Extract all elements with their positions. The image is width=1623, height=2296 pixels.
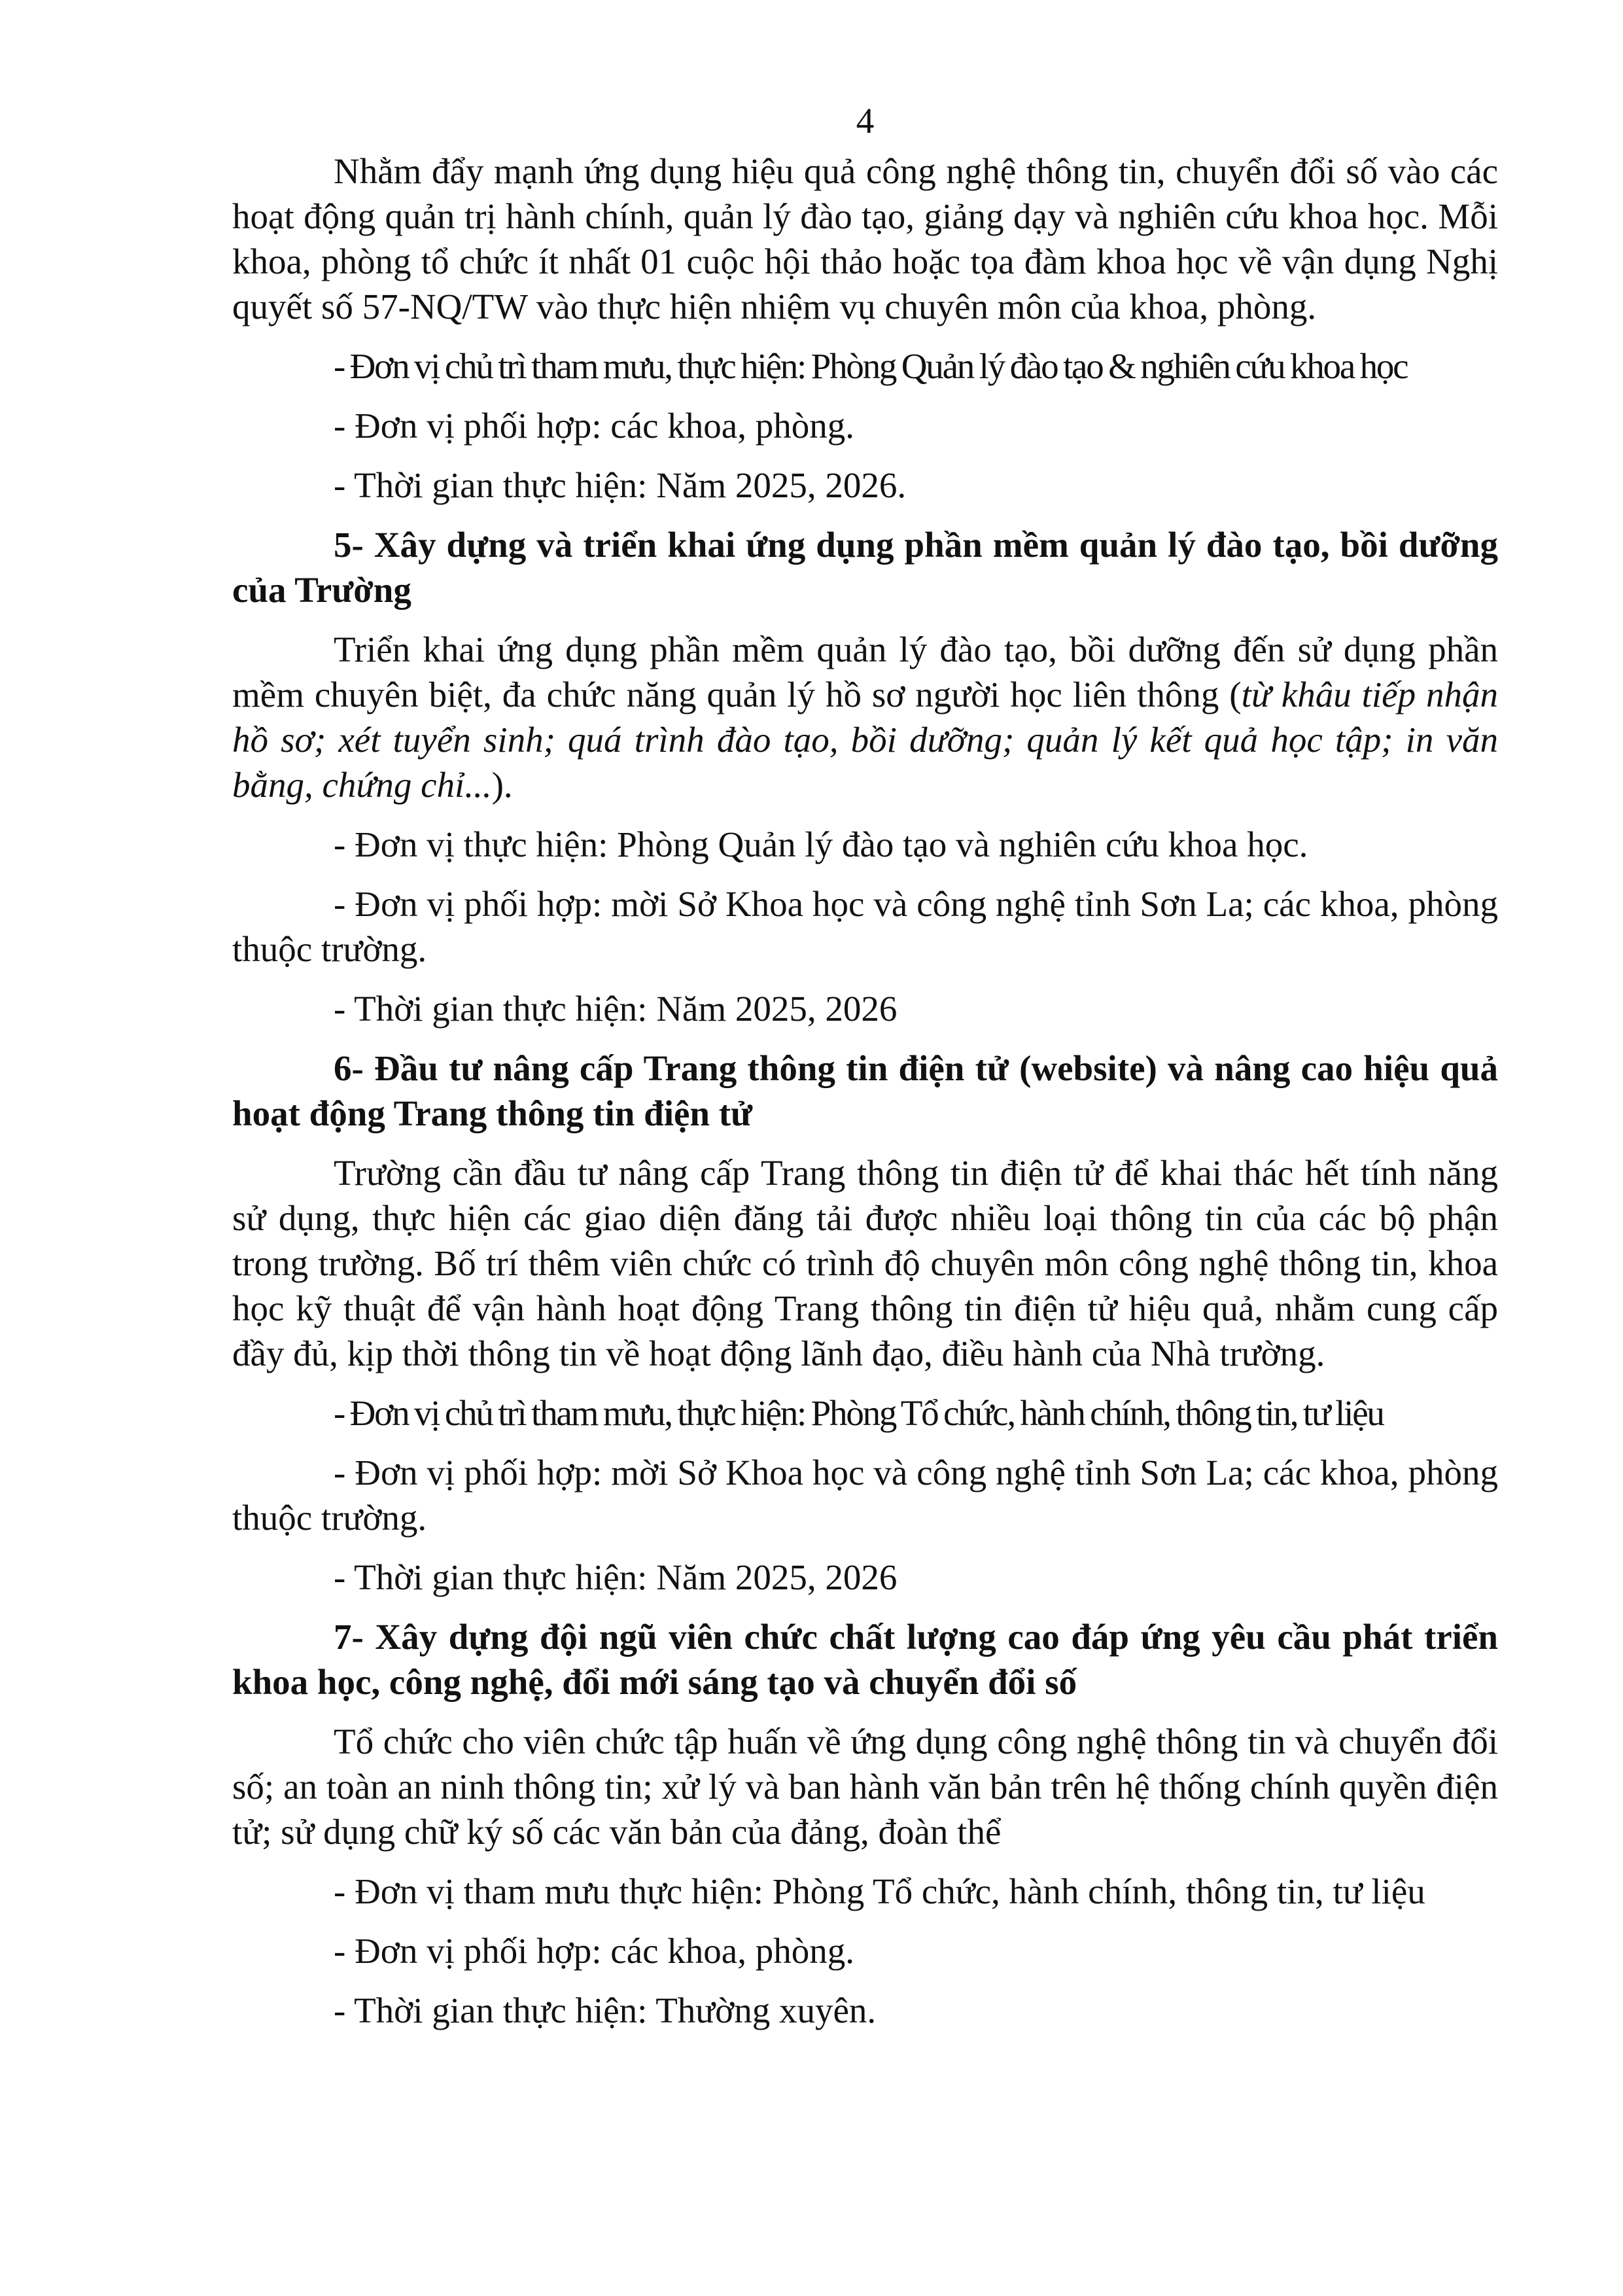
section-5-lead-unit: - Đơn vị thực hiện: Phòng Quản lý đào tạo và nghiên cứu khoa học.	[334, 824, 1308, 864]
section-6-lead-unit: - Đơn vị chủ trì tham mưu, thực hiện: Phòng Tổ chức, hành chính, thông tin, tư liệu	[334, 1393, 1384, 1433]
section-4-timeline: - Thời gian thực hiện: Năm 2025, 2026.	[334, 465, 907, 505]
section-5-heading: 5- Xây dựng và triển khai ứng dụng phần mềm quản lý đào tạo, bồi dưỡng của Trường	[232, 525, 1498, 610]
section-5-body-lead: Triển khai ứng dụng phần mềm quản lý đào tạo, bồi dưỡng đến sử dụng phần mềm chuyên biệt, đa chức năng quản lý hồ sơ người học liên thông (	[232, 629, 1498, 715]
section-4-body: Nhằm đẩy mạnh ứng dụng hiệu quả công nghệ thông tin, chuyển đổi số vào các hoạt động quản trị hành chính, quản lý đào tạo, giảng dạy và nghiên cứu khoa học. Mỗi khoa, phòng tổ chức ít nhất 01 cuộc hội thảo hoặc tọa đàm khoa học về vận dụng Nghị quyết số 57-NQ/TW vào thực hiện nhiệm vụ chuyên môn của khoa, phòng.	[232, 151, 1498, 327]
section-5-timeline: - Thời gian thực hiện: Năm 2025, 2026	[334, 989, 898, 1029]
section-5-body-tail: ).	[491, 765, 513, 805]
section-7-heading: 7- Xây dựng đội ngũ viên chức chất lượng cao đáp ứng yêu cầu phát triển khoa học, công nghệ, đổi mới sáng tạo và chuyển đổi số	[232, 1617, 1498, 1702]
section-6-heading: 6- Đầu tư nâng cấp Trang thông tin điện tử (website) và nâng cao hiệu quả hoạt động Trang thông tin điện tử	[232, 1048, 1498, 1133]
section-6-body: Trường cần đầu tư nâng cấp Trang thông tin điện tử để khai thác hết tính năng sử dụng, thực hiện các giao diện đăng tải được nhiều loại thông tin của các bộ phận trong trường. Bố trí thêm viên chức có trình độ chuyên môn công nghệ thông tin, khoa học kỹ thuật để vận hành hoạt động Trang thông tin điện tử hiệu quả, nhằm cung cấp đầy đủ, kịp thời thông tin về hoạt động lãnh đạo, điều hành của Nhà trường.	[232, 1153, 1498, 1373]
document-page	[232, 98, 1498, 2033]
section-7-coordinating-unit: - Đơn vị phối hợp: các khoa, phòng.	[334, 1931, 854, 1971]
section-5-body	[232, 627, 1498, 807]
section-4-lead-unit: - Đơn vị chủ trì tham mưu, thực hiện: Phòng Quản lý đào tạo & nghiên cứu khoa học	[334, 346, 1408, 386]
section-7-body: Tổ chức cho viên chức tập huấn về ứng dụng công nghệ thông tin và chuyển đổi số; an toàn an ninh thông tin; xử lý và ban hành văn bản trên hệ thống chính quyền điện tử; sử dụng chữ ký số các văn bản của đảng, đoàn thể	[232, 1722, 1498, 1852]
page-number: 4	[856, 101, 875, 141]
section-5-body-italic: từ khâu tiếp nhận hồ sơ; xét tuyển sinh; quá trình đào tạo, bồi dưỡng; quản lý kết quả học tập; in văn bằng, chứng chỉ...	[232, 675, 1498, 805]
section-7-timeline: - Thời gian thực hiện: Thường xuyên.	[334, 1990, 877, 2030]
section-7-lead-unit: - Đơn vị tham mưu thực hiện: Phòng Tổ chức, hành chính, thông tin, tư liệu	[334, 1871, 1425, 1911]
section-6-timeline: - Thời gian thực hiện: Năm 2025, 2026	[334, 1557, 898, 1597]
section-4-coordinating-unit: - Đơn vị phối hợp: các khoa, phòng.	[334, 406, 854, 446]
section-6-coordinating-unit: - Đơn vị phối hợp: mời Sở Khoa học và công nghệ tỉnh Sơn La; các khoa, phòng thuộc trường.	[232, 1453, 1498, 1538]
section-5-coordinating-unit: - Đơn vị phối hợp: mời Sở Khoa học và công nghệ tỉnh Sơn La; các khoa, phòng thuộc trường.	[232, 884, 1498, 969]
